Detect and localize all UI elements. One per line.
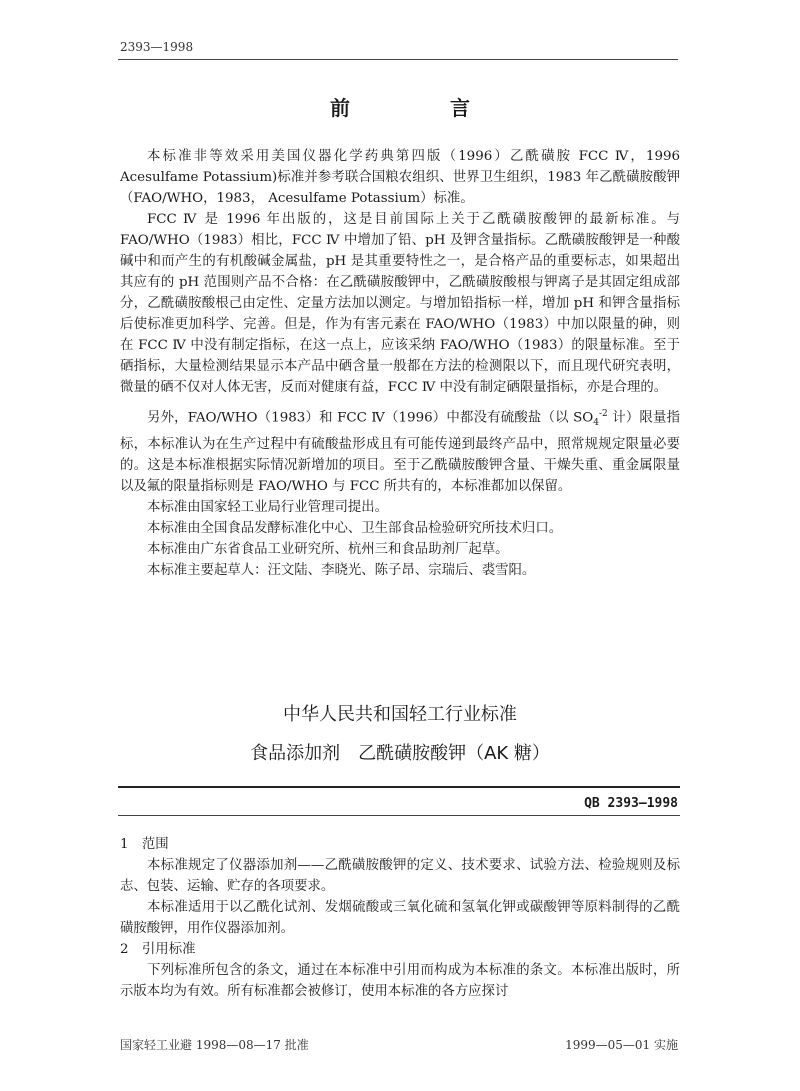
p3-text-end: 计）限量指标，本标准认为在生产过程中有硫酸盐形成且有可能传递到最终产品中，照常规规定限量必要的。这是本标准根据实际情况新增加的项目。至于乙酰磺胺酸钾含量、干燥失重、重金属限量以及氟的限量指标则是 FAO/WHO 与 FCC 所共有的，本标准都加以保留。: [120, 410, 680, 495]
sulfate-superscript: -2: [599, 409, 608, 419]
section-1-paragraph-2: 本标准适用于以乙酰化试剂、发烟硫酸或三氧化硫和氢氧化钾或碳酸钾等原料制得的乙酰磺胺酸钾，用作仪器添加剂。: [120, 900, 680, 936]
section-2-paragraph-1: 下列标准所包含的条文，通过在本标准中引用而构成为本标准的条文。本标准出版时，所示版本均为有效。所有标准都会被修订，使用本标准的各方应探讨: [120, 963, 680, 999]
standard-number: QB 2393—1998: [584, 796, 678, 811]
section-2-heading: 2 引用标准: [120, 942, 196, 957]
section-1-paragraph-1: 本标准规定了仪器添加剂——乙酰磺胺酸钾的定义、技术要求、试验方法、检验规则及标志、包装、运输、贮存的各项要求。: [120, 858, 680, 894]
sections-body: [120, 834, 680, 1002]
preface-paragraph-7: 本标准主要起草人：汪文陆、李晓光、陈子昂、宗瑞后、裘雪阳。: [147, 563, 536, 579]
section-1-heading: 1 范围: [120, 837, 169, 852]
preface-paragraph-1: 本标准非等效采用美国仪器化学药典第四版（1996）乙酰磺胺 FCC Ⅳ，1996 Acesulfame Potassium)标准并参考联合国粮农组织、世界卫生组织，1983 年乙酰磺胺酸钾（FAO/WHO，1983， Acesulfame Potassium）标准。: [120, 149, 680, 206]
preface-paragraph-4: 本标准由国家轻工业局行业管理司提出。: [147, 500, 389, 516]
title-rule: [118, 786, 680, 788]
preface-title: 前 言: [330, 96, 510, 120]
preface-paragraph-5: 本标准由全国食品发酵标准化中心、卫生部食品检验研究所技术归口。: [147, 521, 563, 537]
footer-approved: 国家轻工业避 1998—08—17 批准: [120, 1038, 309, 1052]
standard-org-title: 中华人民共和国轻工行业标准: [283, 704, 517, 725]
p3-text-start: 另外，FAO/WHO（1983）和 FCC Ⅳ（1996）中都没有硫酸盐（以 SO: [147, 410, 594, 426]
header-code: 2393—1998: [120, 40, 194, 54]
footer-effective: 1999—05—01 实施: [565, 1038, 678, 1052]
sulfate-subscript: 4: [593, 418, 600, 429]
number-rule: [118, 815, 680, 816]
preface-paragraph-2: FCC Ⅳ 是 1996 年出版的，这是目前国际上关于乙酰磺胺酸钾的最新标准。与 FAO/WHO（1983）相比，FCC Ⅳ 中增加了铅、pH 及钾含量指标。乙酰磺胺酸钾是一种酸碱中和而产生的有机酸碱金属盐，pH 是其重要特性之一，是合格产品的重要标志，如果超出其应有的 pH 范围则产品不合格：在乙酰磺胺酸钾中，乙酰磺胺酸根与钾离子是其固定组成部分，乙酰磺胺酸根己由定性、定量方法加以测定。与增加铅指标一样，增加 pH 和钾含量指标后使标准更加科学、完善。但是，作为有害元素在 FAO/WHO（1983）中加以限量的砷，则在 FCC Ⅳ 中没有制定指标，在这一点上，应该采纳 FAO/WHO（1983）的限量标准。至于硒指标，大量检测结果显示本产品中硒含量一般都在方法的检测限以下，而且现代研究表明，微量的硒不仅对人体无害，反而对健康有益，FCC Ⅳ 中没有制定硒限量指标，亦是合理的。: [120, 212, 680, 395]
header-rule: [118, 59, 678, 60]
standard-name: 食品添加剂 乙酰磺胺酸钾（AK 糖）: [250, 743, 550, 764]
preface-paragraph-3: [120, 404, 680, 497]
preface-body: [120, 146, 680, 581]
preface-paragraph-6: 本标准由广东省食品工业研究所、杭州三和食品助剂厂起草。: [147, 542, 509, 558]
